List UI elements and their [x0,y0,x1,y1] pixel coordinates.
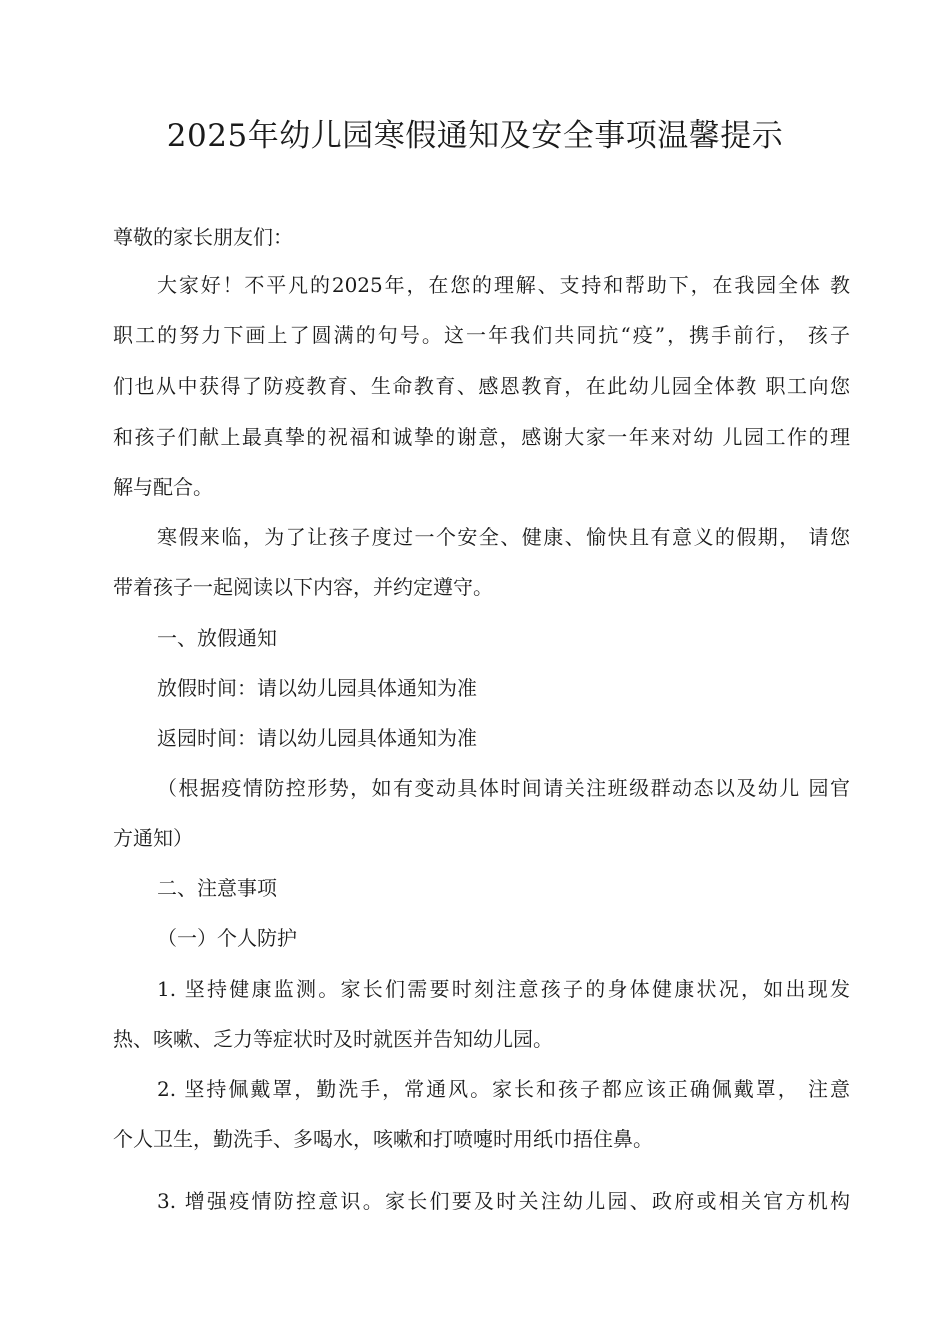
section-heading: 二、注意事项 [157,876,277,900]
document-title: 2025年幼儿园寒假通知及安全事项温馨提示 [166,118,784,154]
paragraph-line: 寒假来临，为了让孩子度过一个安全、健康、愉快且有意义的假期， 请您 [157,525,850,549]
paragraph-line: 个人卫生，勤洗手、多喝水，咳嗽和打喷嚏时用纸巾捂住鼻。 [113,1127,653,1151]
paragraph-line: 3. 增强疫情防控意识。家长们要及时关注幼儿园、政府或相关官方机构 [157,1189,850,1213]
subsection-heading: （一）个人防护 [157,926,297,950]
paragraph-line: 和孩子们献上最真挚的祝福和诚挚的谢意，感谢大家一年来对幼 儿园工作的理 [113,425,850,449]
paragraph-line: 带着孩子一起阅读以下内容，并约定遵守。 [113,575,493,599]
paragraph-line: 大家好！不平凡的2025年，在您的理解、支持和帮助下，在我园全体 教 [157,273,850,297]
paragraph-line: （根据疫情防控形势，如有变动具体时间请关注班级群动态以及幼儿 园官 [157,776,850,800]
paragraph-line: 热、咳嗽、乏力等症状时及时就医并告知幼儿园。 [113,1027,553,1051]
paragraph-line: 返园时间：请以幼儿园具体通知为准 [157,726,477,750]
paragraph-line: 1. 坚持健康监测。家长们需要时刻注意孩子的身体健康状况，如出现发 [157,977,850,1001]
paragraph-line: 方通知） [113,826,193,850]
salutation: 尊敬的家长朋友们： [113,225,293,249]
paragraph-line: 2. 坚持佩戴罩，勤洗手，常通风。家长和孩子都应该正确佩戴罩， 注意 [157,1077,850,1101]
paragraph-line: 解与配合。 [113,475,213,499]
paragraph-line: 们也从中获得了防疫教育、生命教育、感恩教育，在此幼儿园全体教 职工向您 [113,374,850,398]
paragraph-line: 职工的努力下画上了圆满的句号。这一年我们共同抗“疫”，携手前行， 孩子 [113,323,850,347]
paragraph-line: 放假时间：请以幼儿园具体通知为准 [157,676,477,700]
section-heading: 一、放假通知 [157,626,277,650]
